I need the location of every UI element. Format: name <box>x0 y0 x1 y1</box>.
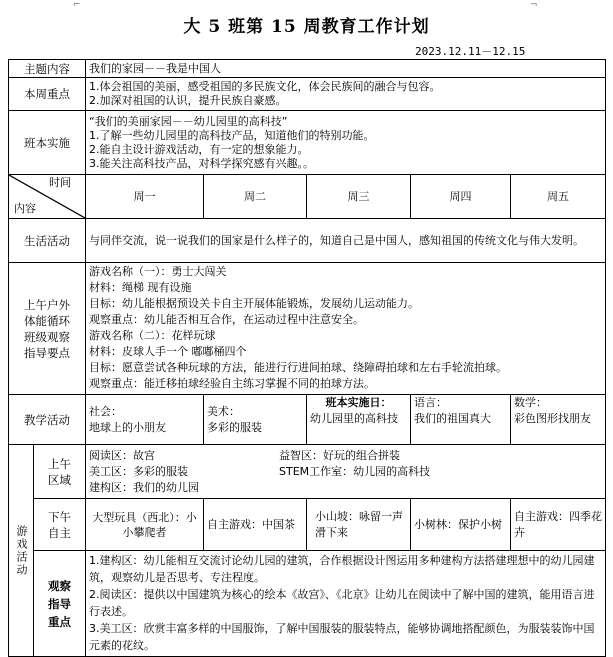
observe-line: 2.阅读区：提供以中国建筑为核心的绘本《故宫》、《北京》让幼儿在阅读中了解中国的建筑，能用语言进行表述。 <box>89 588 595 618</box>
morning-areas-grid <box>89 448 602 496</box>
class-impl-line: “我们的美丽家园－－幼儿园里的高科技” <box>89 114 288 128</box>
class-impl-label: 班本实施 <box>9 111 86 175</box>
theme-label: 主题内容 <box>9 60 86 78</box>
teaching-topic: 我们的祖国真大 <box>414 412 491 425</box>
morning-areas-left <box>89 448 279 496</box>
teaching-thursday <box>411 395 511 445</box>
afternoon-item-tuesday <box>204 499 307 551</box>
diagonal-header-cell <box>9 175 86 219</box>
outdoor-label-line: 上午户外 <box>24 297 70 312</box>
game-morning-row <box>9 445 606 499</box>
outdoor-row <box>9 263 606 395</box>
teaching-label: 教学活动 <box>9 395 86 445</box>
focus-content <box>86 78 606 111</box>
morning-area-item: 建构区：我们的幼儿园 <box>89 480 199 494</box>
outdoor-line: 目标：愿意尝试各种玩球的方法，能进行行进间拍球、绕障碍拍球和左右手轮流拍球。 <box>89 361 507 374</box>
theme-row <box>9 60 606 78</box>
focus-label: 本周重点 <box>9 78 86 111</box>
day-thursday: 周四 <box>411 175 511 219</box>
class-impl-line: 2.能自主设计游戏活动，有一定的想象能力。 <box>89 142 309 156</box>
class-impl-content <box>86 111 606 175</box>
afternoon-label-line: 下午 <box>48 509 71 524</box>
game-label-text: 游戏活动 <box>15 524 28 577</box>
teaching-wednesday <box>307 395 411 445</box>
teaching-subject: 数学： <box>514 396 547 409</box>
teaching-topic: 地球上的小朋友 <box>89 420 166 434</box>
outdoor-line: 材料：皮球人手一个 嘟嘟桶四个 <box>89 345 247 358</box>
day-tuesday: 周二 <box>204 175 307 219</box>
afternoon-label-line: 自主 <box>48 525 71 540</box>
outdoor-label-line: 体能循环 <box>24 313 70 328</box>
afternoon-item-wednesday <box>307 499 411 551</box>
focus-line: 2.加深对祖国的认识，提升民族自豪感。 <box>89 94 287 107</box>
game-label <box>9 445 34 657</box>
observe-label <box>34 551 86 657</box>
time-label: 时间 <box>49 176 71 189</box>
observe-line: 3.美工区：欣赏丰富多样的中国服饰，了解中国服装的服装特点，能够协调地搭配颜色，为服装装饰中国元素的花纹。 <box>89 622 595 652</box>
morning-label-line: 上午 <box>48 456 71 471</box>
teaching-row <box>9 395 606 445</box>
teaching-subject: 社会： <box>89 404 122 418</box>
morning-areas <box>86 445 606 499</box>
afternoon-item-text: 自主游戏：四季花卉 <box>514 509 602 539</box>
outdoor-line: 观察重点：幼儿能否相互合作，在运动过程中注意安全。 <box>89 313 364 326</box>
day-wednesday: 周三 <box>307 175 411 219</box>
teaching-friday <box>511 395 606 445</box>
outdoor-line: 游戏名称（一）：勇士大闯关 <box>89 265 227 278</box>
game-afternoon-row <box>9 499 606 551</box>
theme-value: 我们的家园－－我是中国人 <box>86 60 606 78</box>
afternoon-item-text: 小山坡：咏留一声滑下来 <box>315 509 403 539</box>
focus-line: 1.体会祖国的美丽，感受祖国的多民族文化，体会民族间的融合与包容。 <box>89 80 441 93</box>
life-text <box>86 219 606 263</box>
corner-mark-left: ⌐ <box>73 0 81 10</box>
morning-area-item: STEM工作室：幼儿园的高科技 <box>279 464 431 478</box>
outdoor-line: 观察重点：能迁移拍球经验自主练习掌握不同的拍球方法。 <box>89 377 375 390</box>
corner-mark-right: ¬ <box>530 0 538 10</box>
outdoor-line: 游戏名称（二）：花样玩球 <box>89 329 216 342</box>
date-range: 2023.12.11－12.15 <box>415 45 526 58</box>
outdoor-line: 目标：幼儿能根据预设关卡自主开展体能锻炼，发展幼儿运动能力。 <box>89 297 419 310</box>
focus-row <box>9 78 606 111</box>
observe-label-line: 重点 <box>48 614 71 629</box>
afternoon-label <box>34 499 86 551</box>
outdoor-line: 材料：绳梯 现有设施 <box>89 281 192 294</box>
teaching-subject: 美术： <box>207 404 240 418</box>
plan-table <box>8 59 606 657</box>
day-friday: 周五 <box>511 175 606 219</box>
game-observe-row <box>9 551 606 657</box>
observe-label-line: 观察 <box>48 578 71 593</box>
class-impl-line: 1.了解一些幼儿园里的高科技产品，知道他们的特别功能。 <box>89 128 375 142</box>
outdoor-label-line: 指导要点 <box>24 345 70 360</box>
observe-label-line: 指导 <box>48 596 71 611</box>
teaching-monday <box>86 395 204 445</box>
life-text-content: 与同伴交流，说一说我们的国家是什么样子的，知道自己是中国人，感知祖国的传统文化与伟大发明。 <box>89 234 584 247</box>
teaching-tuesday <box>204 395 307 445</box>
afternoon-item-text: 大型玩具（西北）：小小攀爬者 <box>92 510 197 539</box>
afternoon-item-text: 小树林：保护小树 <box>414 517 502 531</box>
afternoon-item-monday <box>86 499 204 551</box>
content-label: 内容 <box>14 202 36 215</box>
afternoon-item-text: 自主游戏：中国茶 <box>207 517 295 531</box>
days-header-row <box>9 175 606 219</box>
morning-area-item: 美工区：多彩的服装 <box>89 464 188 478</box>
life-row <box>9 219 606 263</box>
morning-label-line: 区域 <box>48 472 71 487</box>
observe-line: 1.建构区：幼儿能相互交流讨论幼儿园的建筑，合作根据设计图运用多种建构方法搭建理想中的幼儿园建筑，观察幼儿是否思考、专注程度。 <box>89 554 595 584</box>
morning-area-item: 阅读区：故宫 <box>89 448 155 462</box>
afternoon-item-thursday <box>411 499 511 551</box>
teaching-subject: 班本实施日： <box>325 396 392 409</box>
page-title: 大 5 班第 15 周教育工作计划 <box>183 17 430 37</box>
teaching-topic: 幼儿园里的高科技 <box>310 412 398 425</box>
teaching-topic: 多彩的服装 <box>207 420 262 434</box>
class-impl-row <box>9 111 606 175</box>
day-monday: 周一 <box>86 175 204 219</box>
morning-areas-right <box>279 448 602 496</box>
outdoor-content <box>86 263 606 395</box>
outdoor-label-line: 班级观察 <box>24 329 70 344</box>
outdoor-label <box>9 263 86 395</box>
teaching-subject: 语言： <box>414 396 447 409</box>
observe-content <box>86 551 606 657</box>
class-impl-line: 3.能关注高科技产品，对科学探究感有兴趣。。 <box>89 156 314 170</box>
morning-label <box>34 445 86 499</box>
morning-area-item: 益智区：好玩的组合拼装 <box>279 448 400 462</box>
teaching-topic: 彩色图形找朋友 <box>514 412 591 425</box>
life-label: 生活活动 <box>9 219 86 263</box>
afternoon-item-friday <box>511 499 606 551</box>
